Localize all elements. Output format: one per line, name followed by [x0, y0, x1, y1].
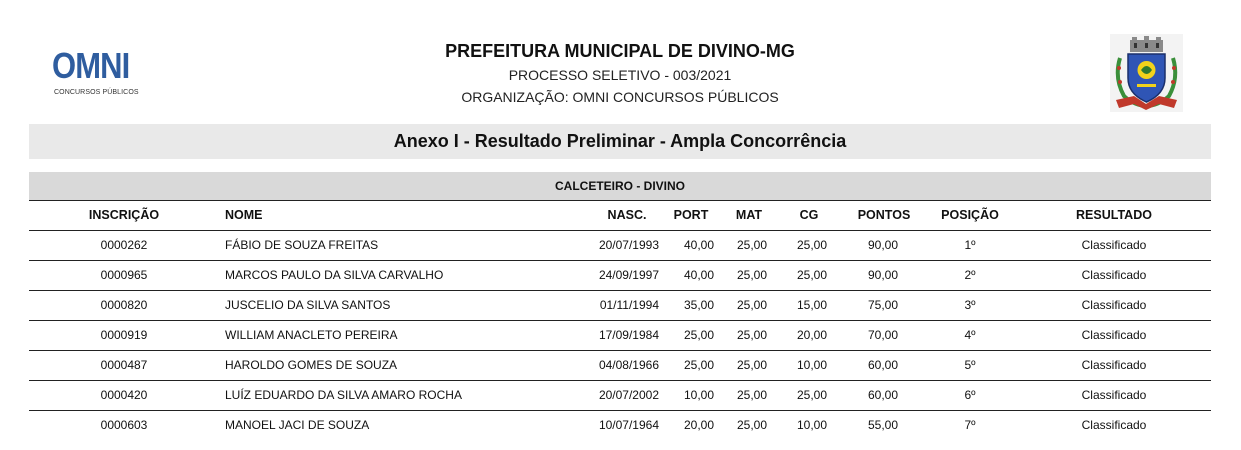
cell-resultado: Classificado: [1081, 358, 1147, 372]
cell-pontos: 90,00: [867, 268, 898, 282]
cell-cg: 25,00: [796, 238, 827, 252]
cell-resultado: Classificado: [1081, 418, 1147, 432]
table-row: [29, 261, 1211, 291]
header-resultado: RESULTADO: [1076, 208, 1152, 222]
cell-mat: 25,00: [736, 298, 767, 312]
cell-nasc: 20/07/1993: [598, 238, 659, 252]
table-header-row: [29, 201, 1211, 231]
header-nome: NOME: [225, 208, 263, 222]
cell-cg: 25,00: [796, 268, 827, 282]
cell-mat: 25,00: [736, 388, 767, 402]
document-header: [320, 38, 920, 108]
cell-port: 20,00: [683, 418, 714, 432]
cell-pontos: 75,00: [867, 298, 898, 312]
cell-pontos: 55,00: [867, 418, 898, 432]
cell-nome: WILLIAM ANACLETO PEREIRA: [225, 328, 398, 342]
header-nasc: NASC.: [607, 208, 647, 222]
cell-port: 25,00: [683, 328, 714, 342]
table-row: [29, 321, 1211, 351]
header-inscricao: INSCRIÇÃO: [88, 208, 160, 222]
cell-inscricao: 0000487: [100, 358, 148, 372]
cell-nome: HAROLDO GOMES DE SOUZA: [225, 358, 398, 372]
cell-nasc: 24/09/1997: [598, 268, 659, 282]
cell-port: 40,00: [683, 268, 714, 282]
cell-cg: 20,00: [796, 328, 827, 342]
table-row: [29, 351, 1211, 381]
cell-resultado: Classificado: [1081, 268, 1147, 282]
cell-posicao: 7º: [964, 418, 976, 432]
results-table: [29, 201, 1211, 440]
cell-port: 35,00: [683, 298, 714, 312]
cell-posicao: 3º: [964, 298, 976, 312]
header-pontos: PONTOS: [857, 208, 911, 222]
cell-nasc: 10/07/1964: [598, 418, 659, 432]
cell-posicao: 1º: [964, 238, 976, 252]
cell-cg: 15,00: [796, 298, 827, 312]
cell-cg: 25,00: [796, 388, 827, 402]
header-port: PORT: [673, 208, 709, 222]
cell-nasc: 01/11/1994: [599, 298, 659, 312]
cell-nome: JUSCELIO DA SILVA SANTOS: [225, 298, 391, 312]
omni-logo: [52, 44, 139, 102]
cell-port: 25,00: [683, 358, 714, 372]
cell-mat: 25,00: [736, 268, 767, 282]
omni-logo-wordmark: OMNI: [52, 45, 130, 86]
section-title: CALCETEIRO - DIVINO: [29, 172, 1211, 201]
cell-port: 10,00: [683, 388, 714, 402]
table-row: [29, 291, 1211, 321]
cell-resultado: Classificado: [1081, 298, 1147, 312]
cell-resultado: Classificado: [1081, 388, 1147, 402]
cell-resultado: Classificado: [1081, 328, 1147, 342]
cell-nome: MARCOS PAULO DA SILVA CARVALHO: [225, 268, 444, 282]
cell-inscricao: 0000262: [100, 238, 148, 252]
cell-pontos: 60,00: [867, 388, 898, 402]
cell-posicao: 2º: [964, 268, 976, 282]
cell-resultado: Classificado: [1081, 238, 1147, 252]
cell-cg: 10,00: [796, 358, 827, 372]
cell-cg: 10,00: [796, 418, 827, 432]
cell-nome: MANOEL JACI DE SOUZA: [225, 418, 370, 432]
cell-nome: FÁBIO DE SOUZA FREITAS: [225, 238, 379, 252]
cell-nasc: 17/09/1984: [598, 328, 659, 342]
header-mat: MAT: [735, 208, 763, 222]
table-row: [29, 231, 1211, 261]
cell-inscricao: 0000420: [100, 388, 148, 402]
cell-inscricao: 0000965: [100, 268, 148, 282]
omni-logo-tagline: CONCURSOS PÚBLICOS: [54, 89, 139, 96]
process-subtitle: PROCESSO SELETIVO - 003/2021: [508, 67, 732, 83]
cell-mat: 25,00: [736, 238, 767, 252]
cell-mat: 25,00: [736, 418, 767, 432]
cell-inscricao: 0000603: [100, 418, 148, 432]
cell-mat: 25,00: [736, 328, 767, 342]
cell-port: 40,00: [683, 238, 714, 252]
cell-posicao: 4º: [964, 328, 976, 342]
table-row: [29, 411, 1211, 440]
table-row: [29, 381, 1211, 411]
cell-inscricao: 0000919: [100, 328, 148, 342]
municipal-coat-of-arms-icon: [1110, 34, 1183, 112]
cell-nasc: 20/07/2002: [598, 388, 659, 402]
header-posicao: POSIÇÃO: [941, 208, 999, 222]
annex-title: Anexo I - Resultado Preliminar - Ampla Concorrência: [29, 124, 1211, 159]
cell-pontos: 90,00: [867, 238, 898, 252]
page-title: PREFEITURA MUNICIPAL DE DIVINO-MG: [445, 41, 795, 61]
cell-nome: LUÍZ EDUARDO DA SILVA AMARO ROCHA: [225, 388, 462, 402]
cell-pontos: 70,00: [867, 328, 898, 342]
header-cg: CG: [799, 208, 819, 222]
cell-mat: 25,00: [736, 358, 767, 372]
organization-subtitle: ORGANIZAÇÃO: OMNI CONCURSOS PÚBLICOS: [461, 89, 779, 105]
cell-posicao: 5º: [964, 358, 976, 372]
cell-inscricao: 0000820: [100, 298, 148, 312]
cell-nasc: 04/08/1966: [598, 358, 659, 372]
cell-posicao: 6º: [964, 388, 976, 402]
cell-pontos: 60,00: [867, 358, 898, 372]
